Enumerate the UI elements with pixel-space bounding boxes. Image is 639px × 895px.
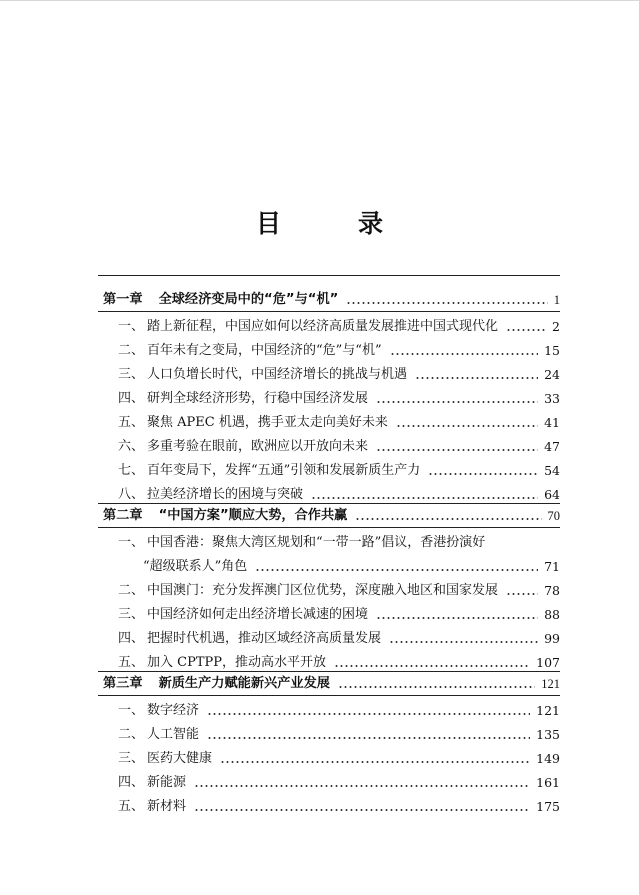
entry-number: 三、 (118, 751, 145, 766)
page-number: 70 (547, 509, 560, 523)
page-number: 135 (536, 727, 560, 742)
toc-section-entry[interactable] (0, 695, 639, 719)
toc-section-entry[interactable] (0, 455, 639, 479)
entry-number: 二、 (118, 583, 145, 598)
entry-number: 一、 (118, 319, 145, 334)
leader-dots (376, 617, 538, 619)
leader-dots (194, 809, 530, 811)
entry-title: 加入 CPTPP，推动高水平开放 (147, 655, 327, 670)
toc-chapter-entry[interactable] (0, 284, 639, 308)
entry-title: 人工智能 (147, 727, 200, 742)
entry-title: 拉美经济增长的困境与突破 (147, 487, 304, 502)
leader-dots (334, 665, 530, 667)
toc-section-entry[interactable] (0, 575, 639, 599)
entry-label (118, 439, 368, 455)
entry-title: 踏上新征程，中国应如何以经济高质量发展推进中国式现代化 (147, 319, 499, 334)
entry-label (103, 508, 347, 524)
entry-number: 八、 (118, 487, 145, 502)
leader-dots (311, 497, 538, 499)
entry-label (118, 799, 186, 815)
entry-title: “超级联系人”角色 (143, 559, 248, 574)
leader-dots (194, 785, 530, 787)
entry-number: 四、 (118, 775, 145, 790)
toc-section-entry[interactable] (0, 767, 639, 791)
entry-title: 把握时代机遇，推动区域经济高质量发展 (147, 631, 382, 646)
leader-dots (428, 473, 538, 475)
page-number: 1 (553, 293, 560, 307)
entry-number: 六、 (118, 439, 145, 454)
page-number: 121 (541, 677, 560, 691)
entry-title: 数字经济 (147, 703, 200, 718)
toc-section-entry[interactable] (0, 335, 639, 359)
page-number: 54 (544, 463, 560, 478)
toc-section-entry[interactable] (0, 383, 639, 407)
entry-number: 七、 (118, 463, 145, 478)
leader-dots (415, 377, 538, 379)
leader-dots (207, 737, 530, 739)
toc-section-entry[interactable] (0, 359, 639, 383)
entry-label (118, 751, 212, 767)
entry-number: 第二章 (103, 508, 143, 523)
entry-number: 三、 (118, 607, 145, 622)
toc-section-entry[interactable] (0, 551, 639, 575)
entry-title: 百年未有之变局，中国经济的“危”与“机” (147, 343, 382, 358)
entry-label (118, 535, 485, 551)
entry-label (118, 775, 186, 791)
entry-number: 第一章 (103, 292, 143, 307)
entry-number: 二、 (118, 343, 145, 358)
page-number: 175 (536, 799, 560, 814)
page-number: 78 (544, 583, 560, 598)
entry-label (118, 607, 368, 623)
toc-section-entry[interactable] (0, 743, 639, 767)
entry-label (118, 631, 381, 647)
entry-title: 全球经济变局中的“危”与“机” (158, 292, 339, 307)
entry-title: 研判全球经济形势，行稳中国经济发展 (147, 391, 369, 406)
entry-number: 三、 (118, 367, 145, 382)
toc-chapter-entry[interactable] (0, 500, 639, 524)
leader-dots (506, 593, 538, 595)
leader-dots (338, 686, 535, 688)
entry-label (118, 463, 420, 479)
entry-label (103, 292, 338, 308)
entry-number: 二、 (118, 727, 145, 742)
toc-section-entry[interactable] (0, 527, 639, 551)
entry-label (143, 559, 247, 575)
page-number: 71 (544, 559, 560, 574)
toc-section-entry[interactable] (0, 791, 639, 815)
page-number: 88 (544, 607, 560, 622)
toc-section-entry[interactable] (0, 719, 639, 743)
entry-title: “中国方案”顺应大势，合作共赢 (158, 508, 348, 523)
entry-label (118, 319, 498, 335)
leader-dots (255, 569, 538, 571)
entry-number: 一、 (118, 703, 145, 718)
leader-dots (220, 761, 530, 763)
leader-dots (346, 302, 547, 304)
page-number: 41 (544, 415, 560, 430)
page-number: 24 (544, 367, 560, 382)
page-number: 99 (544, 631, 560, 646)
title-rule (98, 275, 560, 276)
leader-dots (396, 425, 538, 427)
entry-number: 一、 (118, 535, 145, 550)
entry-title: 百年变局下，发挥“五通”引领和发展新质生产力 (147, 463, 421, 478)
toc-section-entry[interactable] (0, 599, 639, 623)
entry-label (118, 583, 498, 599)
entry-number: 四、 (118, 391, 145, 406)
page-number: 15 (544, 343, 560, 358)
page-number: 33 (544, 391, 560, 406)
leader-dots (207, 713, 530, 715)
entry-title: 人口负增长时代，中国经济增长的挑战与机遇 (147, 367, 408, 382)
entry-label (118, 703, 199, 719)
page-number: 149 (536, 751, 560, 766)
entry-number: 五、 (118, 655, 145, 670)
entry-label (118, 343, 382, 359)
leader-dots (376, 401, 538, 403)
entry-title: 聚焦 APEC 机遇，携手亚太走向美好未来 (147, 415, 388, 430)
leader-dots (389, 641, 538, 643)
entry-title: 中国澳门：充分发挥澳门区位优势，深度融入地区和国家发展 (147, 583, 499, 598)
toc-chapter-entry[interactable] (0, 668, 639, 692)
toc-title: 目 录 (255, 209, 409, 238)
entry-label (118, 727, 199, 743)
page-number: 121 (536, 703, 560, 718)
entry-label (118, 367, 407, 383)
page-number: 2 (552, 319, 560, 334)
entry-label (103, 676, 330, 692)
entry-label (118, 391, 368, 407)
entry-number: 四、 (118, 631, 145, 646)
leader-dots (376, 449, 538, 451)
entry-title: 中国香港：聚焦大湾区规划和“一带一路”倡议，香港扮演好 (147, 535, 486, 550)
page-number: 161 (536, 775, 560, 790)
toc-section-entry[interactable] (0, 431, 639, 455)
entry-title: 医药大健康 (147, 751, 213, 766)
entry-label (118, 415, 388, 431)
entry-title: 中国经济如何走出经济增长减速的困境 (147, 607, 369, 622)
page-number: 47 (544, 439, 560, 454)
toc-section-entry[interactable] (0, 623, 639, 647)
leader-dots (355, 518, 541, 520)
page-number: 64 (544, 487, 560, 502)
entry-number: 五、 (118, 799, 145, 814)
entry-title: 新材料 (147, 799, 187, 814)
entry-number: 五、 (118, 415, 145, 430)
entry-title: 多重考验在眼前，欧洲应以开放向未来 (147, 439, 369, 454)
toc-section-entry[interactable] (0, 311, 639, 335)
leader-dots (506, 329, 546, 331)
toc-section-entry[interactable] (0, 407, 639, 431)
entry-number: 第三章 (103, 676, 143, 691)
entry-title: 新质生产力赋能新兴产业发展 (158, 676, 330, 691)
entry-title: 新能源 (147, 775, 187, 790)
leader-dots (390, 353, 538, 355)
page-number: 107 (536, 655, 560, 670)
